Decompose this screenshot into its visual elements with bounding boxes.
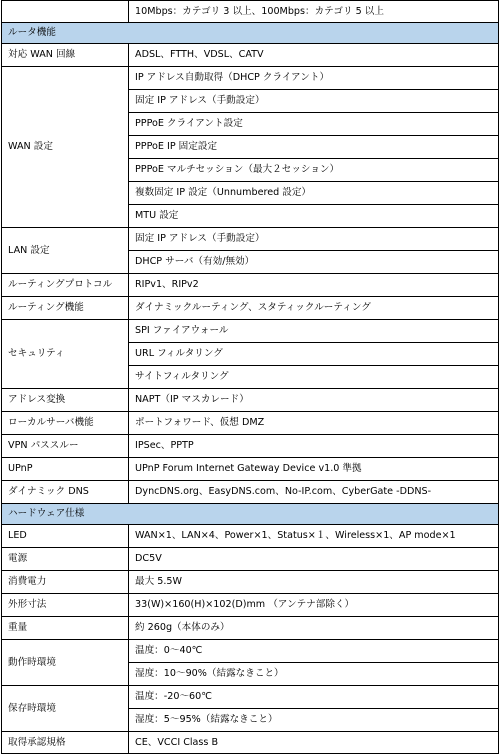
table-row (2, 1, 499, 23)
table-row (2, 525, 499, 548)
spec-value: PPPoE マルチセッション（最大２セッション） (129, 159, 499, 182)
table-row (2, 458, 499, 481)
table-row (2, 67, 499, 90)
spec-value: 固定 IP アドレス（手動設定） (129, 90, 499, 113)
table-row (2, 412, 499, 435)
spec-value: ポートフォワード、仮想 DMZ (129, 412, 499, 435)
spec-value: ダイナミックルーティング、スタティックルーティング (129, 297, 499, 320)
spec-value: 温度：-20～60℃ (129, 686, 499, 709)
spec-value: DyncDNS.org、EasyDNS.com、No-IP.com、CyberGate -DDNS- (129, 481, 499, 504)
spec-label: UPnP (2, 458, 129, 481)
spec-value: MTU 設定 (129, 205, 499, 228)
spec-label: 取得承認規格 (2, 732, 129, 754)
section-header-row (2, 504, 499, 525)
spec-label: アドレス変換 (2, 389, 129, 412)
table-row (2, 548, 499, 571)
section-hardware: ハードウェア仕様 (2, 504, 499, 525)
spec-label: 動作時環境 (2, 640, 129, 686)
spec-value: 約 260g（本体のみ） (129, 617, 499, 640)
spec-value: IPSec、PPTP (129, 435, 499, 458)
spec-label: 重量 (2, 617, 129, 640)
spec-value: 湿度：10～90%（結露なきこと） (129, 663, 499, 686)
spec-value: UPnP Forum Internet Gateway Device v1.0 準拠 (129, 458, 499, 481)
spec-label: VPN パススルー (2, 435, 129, 458)
spec-label: ルーティングプロトコル (2, 274, 129, 297)
spec-label: 電源 (2, 548, 129, 571)
spec-value: サイトフィルタリング (129, 366, 499, 389)
spec-value: 最大 5.5W (129, 571, 499, 594)
table-row (2, 228, 499, 251)
spec-value: 温度：0～40℃ (129, 640, 499, 663)
spec-value: ADSL、FTTH、VDSL、CATV (129, 44, 499, 67)
table-row (2, 732, 499, 754)
spec-label: 外形寸法 (2, 594, 129, 617)
spec-value: 湿度：5～95%（結露なきこと） (129, 709, 499, 732)
spec-label (2, 1, 129, 23)
table-row (2, 640, 499, 663)
spec-value: 固定 IP アドレス（手動設定） (129, 228, 499, 251)
spec-value: RIPv1、RIPv2 (129, 274, 499, 297)
table-row (2, 320, 499, 343)
spec-value: SPI ファイアウォール (129, 320, 499, 343)
table-row (2, 435, 499, 458)
table-row (2, 274, 499, 297)
table-row (2, 686, 499, 709)
spec-label: ルーティング機能 (2, 297, 129, 320)
spec-value: 33(W)×160(H)×102(D)mm （アンテナ部除く） (129, 594, 499, 617)
spec-label: LAN 設定 (2, 228, 129, 274)
spec-value: IP アドレス自動取得（DHCP クライアント） (129, 67, 499, 90)
spec-value: CE、VCCI Class B (129, 732, 499, 754)
spec-value: NAPT（IP マスカレード） (129, 389, 499, 412)
table-row (2, 594, 499, 617)
spec-label: LED (2, 525, 129, 548)
table-row (2, 44, 499, 67)
section-router: ルータ機能 (2, 23, 499, 44)
spec-value: 複数固定 IP 設定（Unnumbered 設定） (129, 182, 499, 205)
table-row (2, 297, 499, 320)
table-row (2, 389, 499, 412)
spec-value: PPPoE クライアント設定 (129, 113, 499, 136)
section-header-row (2, 23, 499, 44)
spec-value: DC5V (129, 548, 499, 571)
spec-value: DHCP サーバ（有効/無効） (129, 251, 499, 274)
spec-label: 消費電力 (2, 571, 129, 594)
spec-value: URL フィルタリング (129, 343, 499, 366)
table-row (2, 571, 499, 594)
spec-table (1, 0, 499, 754)
spec-label: セキュリティ (2, 320, 129, 389)
spec-value: PPPoE IP 固定設定 (129, 136, 499, 159)
table-row (2, 481, 499, 504)
spec-label: ローカルサーバ機能 (2, 412, 129, 435)
spec-label: 保存時環境 (2, 686, 129, 732)
spec-label: WAN 設定 (2, 67, 129, 228)
spec-label: 対応 WAN 回線 (2, 44, 129, 67)
spec-value: WAN×1、LAN×4、Power×1、Status×１、Wireless×1、AP mode×1 (129, 525, 499, 548)
spec-value: 10Mbps：カテゴリ 3 以上、100Mbps：カテゴリ 5 以上 (129, 1, 499, 23)
spec-label: ダイナミック DNS (2, 481, 129, 504)
table-row (2, 617, 499, 640)
